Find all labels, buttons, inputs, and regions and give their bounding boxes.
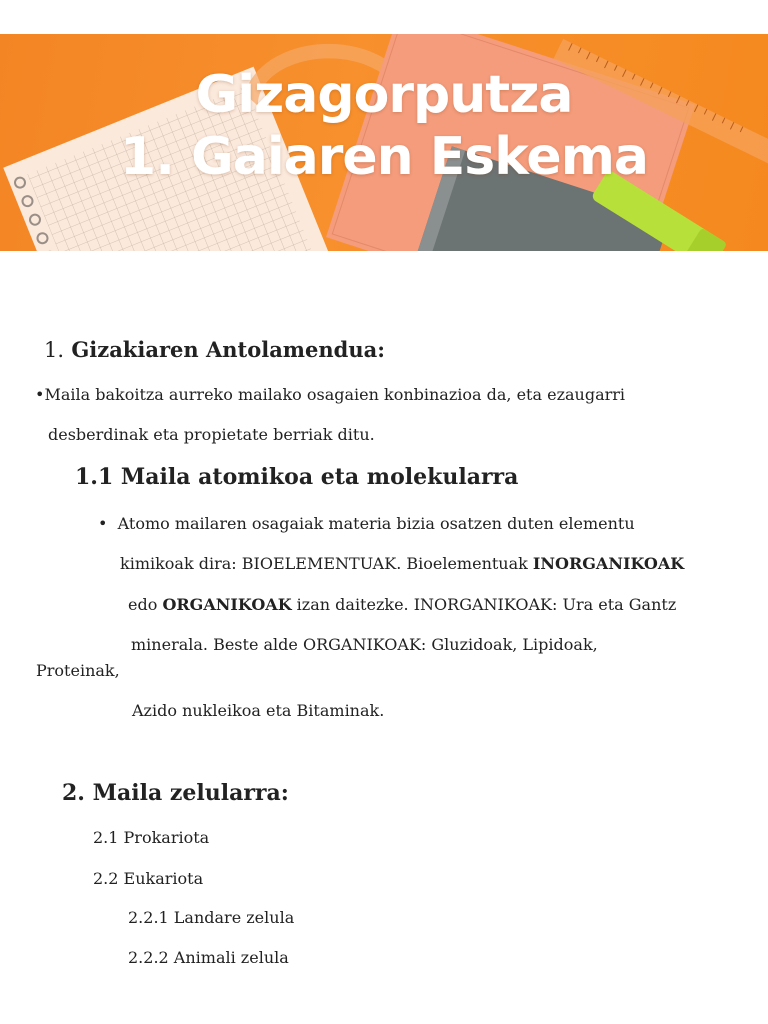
subsection-1-1-heading: 1.1 Maila atomikoa eta molekularra bbox=[75, 464, 519, 490]
page-title bbox=[0, 64, 768, 188]
section-1-line-1: •Maila bakoitza aurreko mailako osagaien konbinazioa da, eta ezaugarri bbox=[35, 385, 626, 404]
section-1-number: 1. bbox=[44, 338, 65, 362]
subsection-1-1-line-6: Azido nukleikoa eta Bitaminak. bbox=[132, 701, 385, 720]
section-2-heading: 2. Maila zelularra: bbox=[62, 780, 289, 806]
title-line-2: 1. Gaiaren Eskema bbox=[120, 127, 648, 187]
section-1-title: Gizakiaren Antolamendua: bbox=[71, 337, 385, 362]
subsection-1-1-line-4: minerala. Beste alde ORGANIKOAK: Gluzidoak, Lipidoak, bbox=[131, 635, 598, 654]
bullet: • bbox=[35, 385, 45, 404]
subsection-1-1-line-3: edo ORGANIKOAK izan daitezke. INORGANIKOAK: Ura eta Gantz bbox=[128, 595, 677, 614]
header-banner bbox=[0, 34, 768, 251]
list-item: 2.1 Prokariota bbox=[93, 828, 210, 847]
bullet: • bbox=[98, 514, 108, 533]
list-item: 2.2 Eukariota bbox=[93, 869, 204, 888]
title-line-1: Gizagorputza bbox=[195, 65, 573, 125]
list-item: 2.2.2 Animali zelula bbox=[128, 948, 289, 967]
subsection-1-1-line-2: kimikoak dira: BIOELEMENTUAK. Bioelementuak INORGANIKOAK bbox=[120, 554, 685, 573]
section-1-heading bbox=[44, 337, 385, 363]
list-item: 2.2.1 Landare zelula bbox=[128, 908, 295, 927]
section-1-line-2: desberdinak eta propietate berriak ditu. bbox=[48, 425, 375, 444]
subsection-1-1-line-5: Proteinak, bbox=[36, 661, 120, 680]
subsection-1-1-line-1: • Atomo mailaren osagaiak materia bizia osatzen duten elementu bbox=[98, 514, 635, 533]
